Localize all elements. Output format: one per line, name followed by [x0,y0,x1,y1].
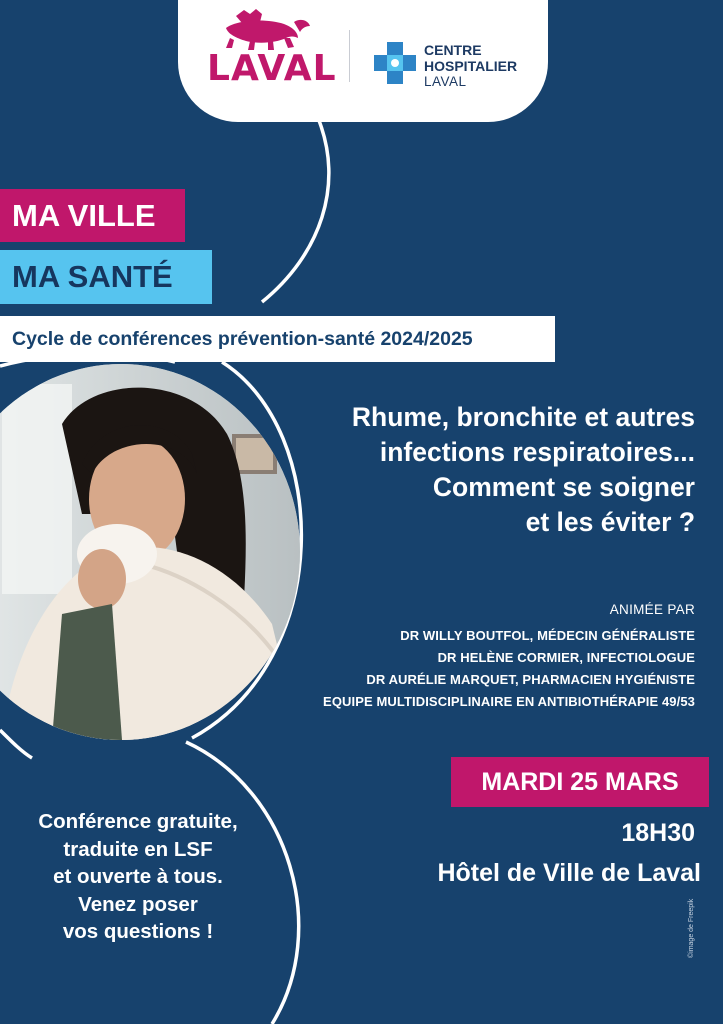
speaker-item: DR WILLY BOUTFOL, MÉDECIN GÉNÉRALISTE [400,628,695,643]
image-credit: ©image de Freepik [688,898,695,958]
header-logo-card [178,0,548,122]
hospital-line1: CENTRE [424,42,482,58]
speaker-item: DR HELÈNE CORMIER, INFECTIOLOGUE [437,650,695,665]
laval-logo-text: LAVAL [207,48,337,89]
hospital-cross-icon [374,42,416,84]
title-line2: infections respiratoires... [379,437,695,467]
info-line4: Venez poser [78,892,198,916]
hospital-line2: HOSPITALIER [424,58,518,74]
title-line1: Rhume, bronchite et autres [351,402,695,432]
info-line1: Conférence gratuite, [38,810,238,833]
event-time: 18H30 [621,819,695,847]
tag-ma-sante: MA SANTÉ [0,250,212,304]
main-title [352,400,695,540]
cycle-banner: Cycle de conférences prévention-santé 2024/2025 [0,316,555,362]
sick-woman-photo [0,364,300,740]
info-line5: vos questions ! [62,920,214,943]
title-line4: et les éviter ? [525,507,695,537]
free-conference-info [0,808,276,946]
event-place: Hôtel de Ville de Laval [437,859,701,887]
speakers-block [323,600,695,713]
speakers-heading: ANIMÉE PAR [609,602,695,617]
info-line2: traduite en LSF [63,837,213,861]
speaker-item: DR AURÉLIE MARQUET, PHARMACIEN HYGIÉNISTE [366,672,695,687]
title-line3: Comment se soigner [432,472,695,502]
event-date: MARDI 25 MARS [451,757,709,807]
logo-divider [349,30,350,82]
hospital-line3: LAVAL [424,74,467,89]
hospital-logo-text [424,42,517,90]
speaker-item: EQUIPE MULTIDISCIPLINAIRE EN ANTIBIOTHÉRAPIE 49/53 [323,694,695,709]
tag-ma-ville: MA VILLE [0,189,185,242]
info-line3: et ouverte à tous. [53,865,223,888]
